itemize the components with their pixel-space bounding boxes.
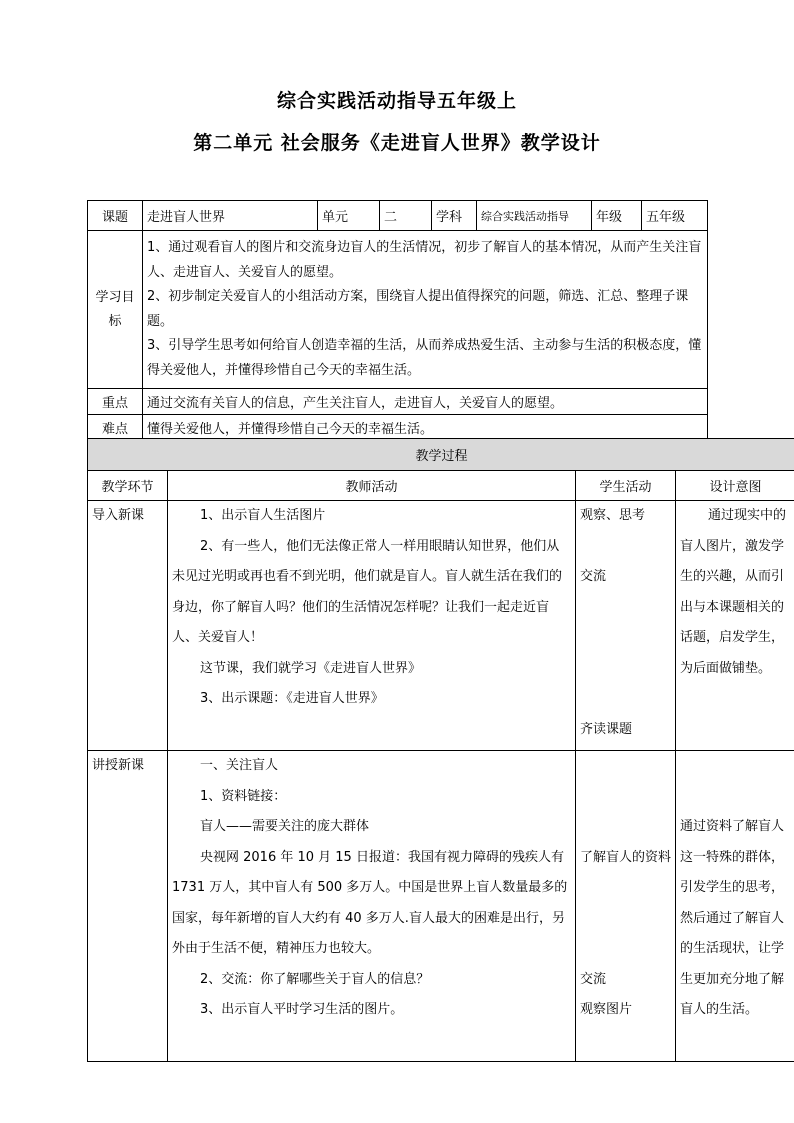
- text-line: 观察、思考: [580, 508, 646, 523]
- spacer: [580, 751, 671, 843]
- header-intent: 设计意图: [676, 471, 794, 501]
- intro-student: [576, 501, 676, 751]
- grade-value: 五年级: [642, 201, 708, 231]
- text-line: 2、交流：你了解哪些关于盲人的信息？: [200, 971, 430, 987]
- intro-stage: 导入新课: [88, 501, 168, 751]
- text-line: 通过资料了解盲人这一特殊的群体，引发学生的思考，然后通过了解盲人的生活现状，让学生更加充分地了解盲人的生活。: [680, 819, 785, 1017]
- goals-content: [143, 231, 708, 389]
- process-banner: 教学过程: [88, 439, 794, 471]
- goal-item: 2、初步制定关爱盲人的小组活动方案，围绕盲人提出值得探究的问题，筛选、汇总、整理子课题。: [147, 289, 689, 329]
- text-line: 央视网 2016 年 10 月 15 日报道：我国有视力障碍的残疾人有 1731 万人，其中盲人有 500 多万人。中国是世界上盲人数量最多的国家，每年新增的盲人大约有 40 多万人.盲人最大的困难是出行，另外由于生活不便，精神压力也较大。: [172, 849, 568, 956]
- spacer: [580, 532, 671, 563]
- new-student: [576, 751, 676, 1062]
- difficulty-row: [88, 415, 708, 441]
- goal-item: 1、通过观看盲人的图片和交流身边盲人的生活情况，初步了解盲人的基本情况，从而产生关注盲人、走进盲人、关爱盲人的愿望。: [147, 240, 702, 280]
- text-line: 1、出示盲人生活图片: [200, 508, 326, 523]
- header-stage: 教学环节: [88, 471, 168, 501]
- spacer: [580, 593, 671, 715]
- intro-intent: [676, 501, 794, 751]
- difficulty-text: 懂得关爱他人，并懂得珍惜自己今天的幸福生活。: [143, 415, 708, 441]
- document-title: 综合实践活动指导五年级上: [276, 90, 517, 112]
- process-header-row: [88, 471, 794, 501]
- unit-value: 二: [380, 201, 432, 231]
- key-point-row: [88, 389, 708, 415]
- text-line: 盲人——需要关注的庞大群体: [200, 819, 370, 834]
- text-line: 齐读课题: [580, 721, 633, 737]
- difficulty-label: 难点: [88, 415, 143, 441]
- topic-value: 走进盲人世界: [143, 201, 318, 231]
- subject-value: 综合实践活动指导: [477, 201, 592, 231]
- goals-row: [88, 231, 708, 389]
- spacer: [680, 751, 791, 812]
- new-stage: 讲授新课: [88, 751, 168, 1062]
- header-teacher: 教师活动: [168, 471, 576, 501]
- new-teacher: [168, 751, 576, 1062]
- grade-label: 年级: [592, 201, 642, 231]
- key-point-text: 通过交流有关盲人的信息，产生关注盲人，走进盲人，关爱盲人的愿望。: [143, 389, 708, 415]
- text-line: 观察图片: [580, 1002, 633, 1017]
- info-row: [88, 201, 708, 231]
- subject-label: 学科: [432, 201, 477, 231]
- text-line: 通过现实中的盲人图片，激发学生的兴趣，从而引出与本课题相关的话题，启发学生，为后面做铺垫。: [680, 508, 787, 676]
- unit-label: 单元: [318, 201, 380, 231]
- text-line: 了解盲人的资料: [580, 849, 672, 865]
- process-banner-row: [88, 439, 794, 471]
- text-line: 1、资料链接：: [200, 788, 287, 804]
- key-point-label: 重点: [88, 389, 143, 415]
- teaching-process-table: [87, 438, 794, 1062]
- text-line: 这节课，我们就学习《走进盲人世界》: [200, 660, 422, 676]
- goal-item: 3、引导学生思考如何给盲人创造幸福的生活，从而养成热爱生活、主动参与生活的积极态度，懂得关爱他人，并懂得珍惜自己今天的幸福生活。: [147, 338, 702, 378]
- intro-row: [88, 501, 794, 751]
- header-student: 学生活动: [576, 471, 676, 501]
- text-line: 交流: [580, 971, 607, 987]
- text-line: 交流: [580, 569, 607, 584]
- text-line: 3、出示课题：《走进盲人世界》: [200, 691, 384, 706]
- text-line: 2、有一些人，他们无法像正常人一样用眼睛认知世界，他们从未见过光明或再也看不到光明，他们就是盲人。盲人就生活在我们的身边，你了解盲人吗？他们的生活情况怎样呢？让我们一起走近盲人、关爱盲人！: [172, 538, 563, 645]
- new-lesson-row: [88, 751, 794, 1062]
- text-line: 3、出示盲人平时学习生活的图片。: [200, 1002, 404, 1017]
- new-intent: [676, 751, 794, 1062]
- lesson-info-table: [87, 200, 708, 441]
- document-subtitle: 第二单元 社会服务《走进盲人世界》教学设计: [193, 132, 601, 154]
- text-line: 一、关注盲人: [200, 758, 279, 773]
- goals-label: 学习目标: [88, 231, 143, 389]
- topic-label: 课题: [88, 201, 143, 231]
- intro-teacher: [168, 501, 576, 751]
